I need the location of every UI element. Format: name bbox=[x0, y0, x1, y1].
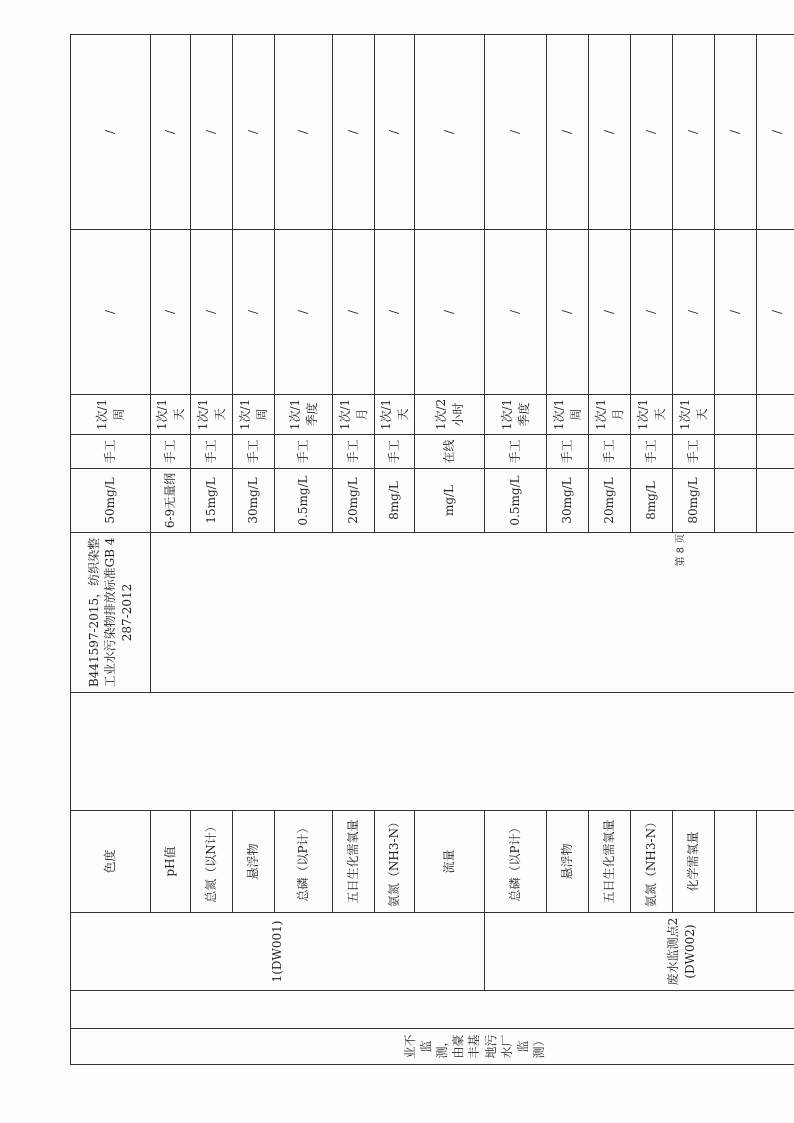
slash-cell: / bbox=[233, 230, 275, 395]
limit-cell: 20mg/L bbox=[589, 469, 631, 533]
blank-cell bbox=[71, 991, 794, 1029]
slash-cell: / bbox=[151, 35, 191, 230]
pollutant-cell bbox=[757, 811, 794, 913]
pollutant-cell: 悬浮物 bbox=[547, 811, 589, 913]
limit-cell bbox=[757, 469, 794, 533]
limit-cell: 0.5mg/L bbox=[275, 469, 333, 533]
limit-cell: 8mg/L bbox=[631, 469, 673, 533]
pollutant-cell: 五日生化需氧量 bbox=[589, 811, 631, 913]
pollutant-cell: 总磷（以P计） bbox=[275, 811, 333, 913]
standard-cell: B441597-2015，纺织染整工业水污染物排放标准GB 4287-2012 bbox=[71, 533, 151, 693]
slash-cell: / bbox=[275, 35, 333, 230]
method-cell: 手工 bbox=[485, 435, 547, 469]
method-cell: 手工 bbox=[631, 435, 673, 469]
pollutant-cell: 悬浮物 bbox=[233, 811, 275, 913]
slash-cell: / bbox=[375, 230, 415, 395]
method-cell: 手工 bbox=[275, 435, 333, 469]
method-cell: 手工 bbox=[233, 435, 275, 469]
frequency-cell: 1次/1月 bbox=[333, 395, 375, 435]
pollutant-cell: 总磷（以P计） bbox=[485, 811, 547, 913]
pollutant-cell: 总氮（以N计） bbox=[191, 811, 233, 913]
frequency-cell: 1次/1周 bbox=[233, 395, 275, 435]
frequency-cell: 1次/1天 bbox=[151, 395, 191, 435]
pollutant-cell: 氨氮（NH3-N） bbox=[375, 811, 415, 913]
limit-cell: 6-9无量纲 bbox=[151, 469, 191, 533]
frequency-cell: 1次/1天 bbox=[375, 395, 415, 435]
method-cell bbox=[715, 435, 757, 469]
slash-cell: / bbox=[71, 230, 151, 395]
limit-cell: 30mg/L bbox=[547, 469, 589, 533]
slash-cell: / bbox=[375, 35, 415, 230]
frequency-cell: 1次/1季度 bbox=[275, 395, 333, 435]
frequency-cell: 1次/1天 bbox=[631, 395, 673, 435]
pollutant-cell: pH值 bbox=[151, 811, 191, 913]
slash-cell: / bbox=[333, 35, 375, 230]
blank-cell bbox=[151, 533, 794, 693]
method-cell: 手工 bbox=[589, 435, 631, 469]
slash-cell: / bbox=[333, 230, 375, 395]
pollutant-cell: 流量 bbox=[415, 811, 485, 913]
pollutant-cell: 化学需氧量 bbox=[673, 811, 715, 913]
slash-cell: / bbox=[757, 230, 794, 395]
slash-cell: / bbox=[485, 230, 547, 395]
pollutant-cell: 色度 bbox=[71, 811, 151, 913]
frequency-cell: 1次/1天 bbox=[191, 395, 233, 435]
table-row bbox=[71, 35, 111, 1065]
slash-cell: / bbox=[547, 230, 589, 395]
limit-cell: 50mg/L bbox=[71, 469, 151, 533]
limit-cell bbox=[715, 469, 757, 533]
slash-cell: / bbox=[275, 230, 333, 395]
slash-cell: / bbox=[547, 35, 589, 230]
limit-cell: 30mg/L bbox=[233, 469, 275, 533]
slash-cell: / bbox=[673, 35, 715, 230]
frequency-cell: 1次/1周 bbox=[547, 395, 589, 435]
limit-cell: mg/L bbox=[415, 469, 485, 533]
method-cell: 手工 bbox=[673, 435, 715, 469]
limit-cell: 15mg/L bbox=[191, 469, 233, 533]
frequency-cell bbox=[715, 395, 757, 435]
slash-cell: / bbox=[71, 35, 151, 230]
method-cell: 手工 bbox=[547, 435, 589, 469]
limit-cell: 20mg/L bbox=[333, 469, 375, 533]
frequency-cell bbox=[757, 395, 794, 435]
slash-cell: / bbox=[631, 230, 673, 395]
limit-cell: 8mg/L bbox=[375, 469, 415, 533]
slash-cell: / bbox=[191, 35, 233, 230]
pollutant-cell: 氨氮（NH3-N） bbox=[631, 811, 673, 913]
method-cell bbox=[757, 435, 794, 469]
limit-cell: 80mg/L bbox=[673, 469, 715, 533]
method-cell: 手工 bbox=[151, 435, 191, 469]
frequency-cell: 1次/1周 bbox=[71, 395, 151, 435]
slash-cell: / bbox=[715, 35, 757, 230]
slash-cell: / bbox=[191, 230, 233, 395]
method-cell: 手工 bbox=[375, 435, 415, 469]
slash-cell: / bbox=[589, 230, 631, 395]
slash-cell: / bbox=[715, 230, 757, 395]
point-cell-1: 1(DW001) bbox=[71, 913, 485, 991]
slash-cell: / bbox=[589, 35, 631, 230]
frequency-cell: 1次/1季度 bbox=[485, 395, 547, 435]
slash-cell: / bbox=[151, 230, 191, 395]
pollutant-cell: 五日生化需氧量 bbox=[333, 811, 375, 913]
slash-cell: / bbox=[631, 35, 673, 230]
method-cell: 手工 bbox=[71, 435, 151, 469]
slash-cell: / bbox=[485, 35, 547, 230]
frequency-cell: 1次/1天 bbox=[673, 395, 715, 435]
slash-cell: / bbox=[415, 230, 485, 395]
method-cell: 手工 bbox=[191, 435, 233, 469]
slash-cell: / bbox=[757, 35, 794, 230]
blank-cell bbox=[71, 693, 794, 811]
frequency-cell: 1次/1月 bbox=[589, 395, 631, 435]
page-number: 第 8 页 bbox=[675, 533, 687, 567]
frequency-cell: 1次/2小时 bbox=[415, 395, 485, 435]
point-cell-2: 废水监测点2(DW002) bbox=[485, 913, 794, 991]
limit-cell: 0.5mg/L bbox=[485, 469, 547, 533]
category-cell: 业不监测，由豪丰基地污水厂监测） bbox=[71, 1029, 794, 1065]
method-cell: 手工 bbox=[333, 435, 375, 469]
slash-cell: / bbox=[673, 230, 715, 395]
pollutant-cell bbox=[715, 811, 757, 913]
method-cell: 在线 bbox=[415, 435, 485, 469]
slash-cell: / bbox=[415, 35, 485, 230]
slash-cell: / bbox=[233, 35, 275, 230]
